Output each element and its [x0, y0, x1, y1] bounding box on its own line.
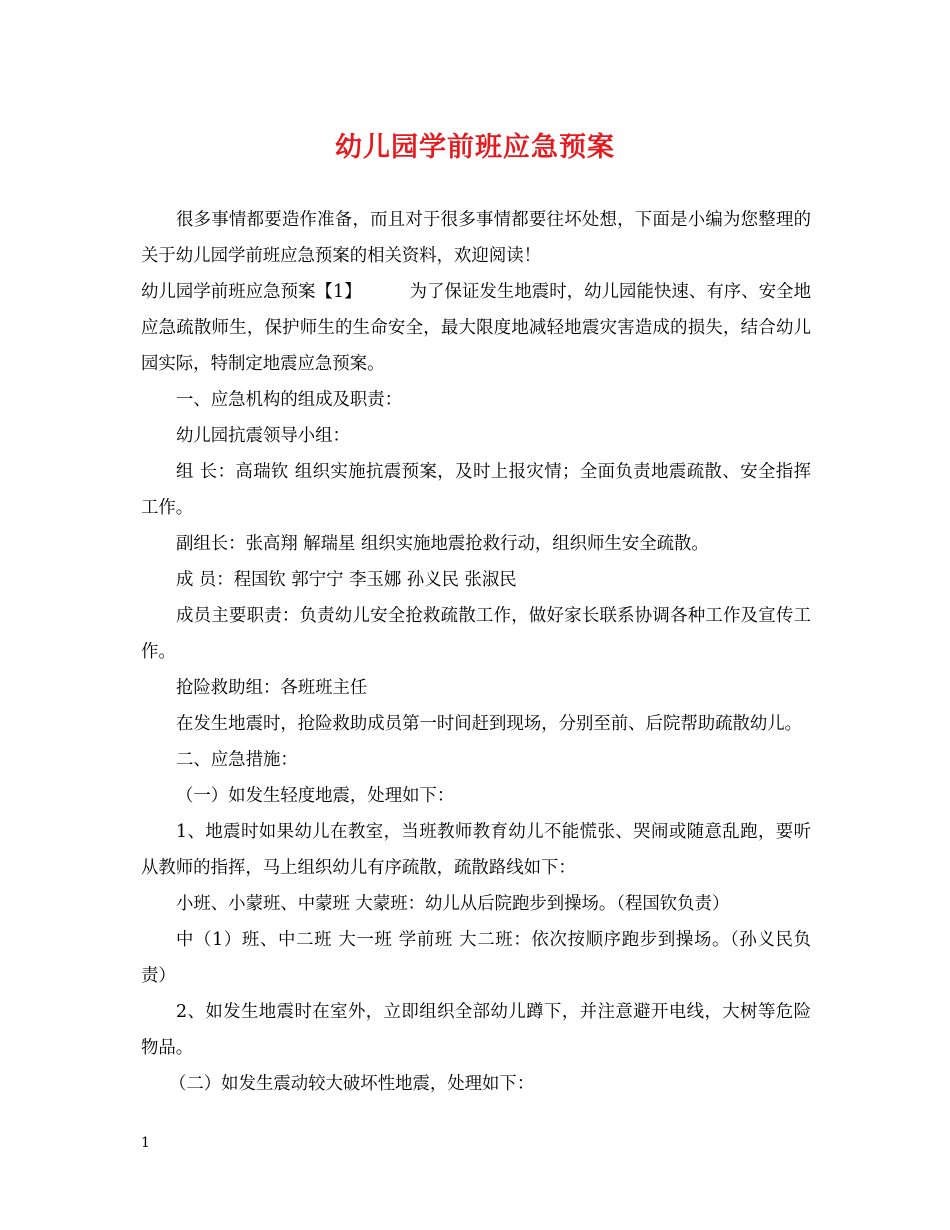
member-duty-paragraph: 成员主要职责：负责幼儿安全抢救疏散工作，做好家长联系协调各种工作及宣传工作。 — [141, 606, 811, 662]
plan-text: 为了保证发生地震时，幼儿园能快速、有序、安全地应急疏散师生，保护师生的生命安全，最大限度地减轻地震灾害造成的损失，结合幼儿园实际，特制定地震应急预案。 — [141, 282, 811, 374]
route2-paragraph: 中（1）班、中二班 大一班 学前班 大二班：依次按顺序跑步到操场。（孙义民负责） — [141, 930, 811, 986]
case1-item2: 2、如发生地震时在室外，立即组织全部幼儿蹲下，并注意避开电线，大树等危险物品。 — [141, 1002, 811, 1058]
section-heading-2: 二、应急措施： — [176, 750, 298, 770]
case1-title: （一）如发生轻度地震，处理如下： — [176, 786, 455, 806]
document-title: 幼儿园学前班应急预案 — [335, 132, 615, 163]
route1-paragraph: 小班、小蒙班、中蒙班 大蒙班：幼儿从后院跑步到操场。（程国钦负责） — [176, 894, 730, 914]
intro-paragraph: 很多事情都要造作准备，而且对于很多事情都要往坏处想，下面是小编为您整理的关于幼儿园学前班应急预案的相关资料，欢迎阅读！ — [141, 210, 811, 266]
group-title: 幼儿园抗震领导小组： — [176, 426, 350, 446]
members-paragraph: 成 员：程国钦 郭宁宁 李玉娜 孙义民 张淑民 — [176, 570, 517, 590]
case2-title: （二）如发生震动较大破坏性地震，处理如下： — [169, 1074, 535, 1094]
deputy-paragraph: 副组长：张高翔 解瑞星 组织实施地震抢救行动，组织师生安全疏散。 — [176, 534, 709, 554]
plan-label: 幼儿园学前班应急预案【1】 — [141, 282, 362, 302]
leader-paragraph: 组 长：高瑞钦 组织实施抗震预案，及时上报灾情；全面负责地震疏散、安全指挥工作。 — [141, 462, 811, 518]
rescue-text-paragraph: 在发生地震时，抢险救助成员第一时间赶到现场，分别至前、后院帮助疏散幼儿。 — [176, 714, 803, 734]
section-heading-1: 一、应急机构的组成及职责： — [176, 390, 403, 410]
page-number: 1 — [141, 1135, 150, 1151]
document-body — [141, 202, 811, 1102]
rescue-group-paragraph: 抢险救助组：各班班主任 — [176, 678, 368, 698]
case1-item1: 1、地震时如果幼儿在教室，当班教师教育幼儿不能慌张、哭闹或随意乱跑，要听从教师的指挥，马上组织幼儿有序疏散，疏散路线如下： — [141, 822, 811, 878]
plan-paragraph — [141, 274, 811, 382]
